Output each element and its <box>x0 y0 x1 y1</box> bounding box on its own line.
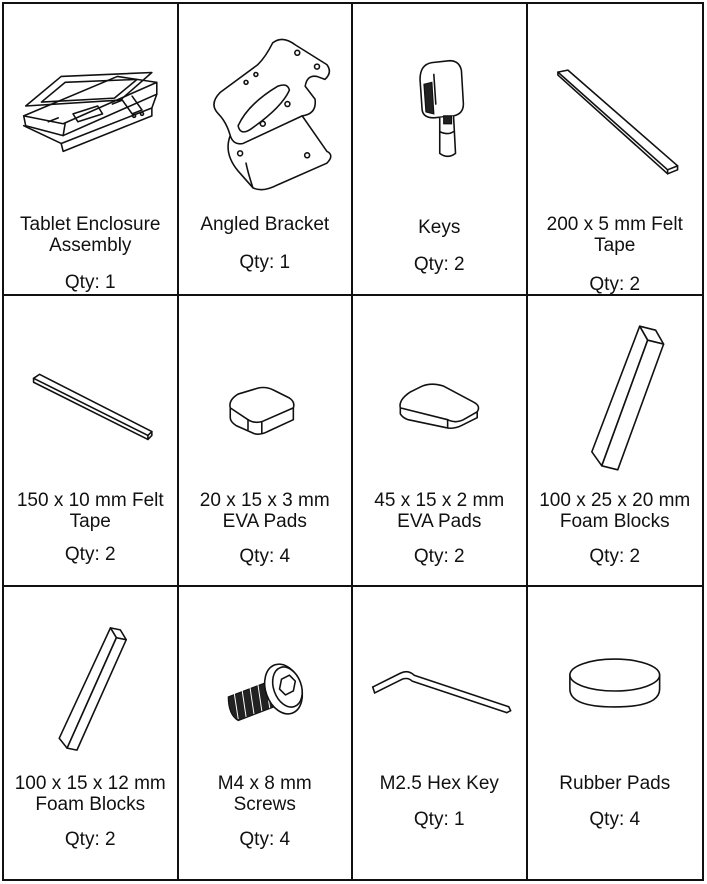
part-cell <box>4 587 179 879</box>
eva-pad-large-icon <box>353 296 526 501</box>
part-name: 100 x 25 x 20 mm <box>539 489 691 511</box>
part-name-line2: Foam Blocks <box>559 510 670 532</box>
part-name: Keys <box>418 217 461 238</box>
angled-bracket-icon <box>179 4 352 209</box>
part-cell <box>4 4 179 296</box>
parts-grid <box>2 2 704 881</box>
rubber-pad-icon <box>528 587 703 795</box>
part-name: 200 x 5 mm Felt <box>546 214 683 235</box>
part-cell <box>353 4 528 296</box>
felt-tape-long-icon <box>528 4 703 209</box>
tablet-enclosure-icon <box>4 4 177 209</box>
part-cell <box>353 587 528 879</box>
screw-icon <box>179 587 352 795</box>
part-label <box>183 214 348 235</box>
part-name: 150 x 10 mm Felt <box>16 489 164 511</box>
part-name-line2: EVA Pads <box>397 510 482 532</box>
part-label <box>183 773 348 815</box>
part-name: 45 x 15 x 2 mm <box>374 489 505 511</box>
part-cell <box>353 296 528 588</box>
part-name: 100 x 15 x 12 mm <box>14 773 166 795</box>
part-name: M2.5 Hex Key <box>379 773 499 795</box>
part-cell <box>528 296 703 588</box>
part-quantity: Qty: 1 <box>64 272 116 293</box>
part-quantity: Qty: 1 <box>413 809 465 831</box>
felt-tape-short-icon <box>4 296 177 501</box>
part-name: M4 x 8 mm <box>217 773 312 795</box>
part-name-line2: Foam Blocks <box>35 794 146 816</box>
part-quantity: Qty: 4 <box>239 829 291 851</box>
part-quantity: Qty: 1 <box>239 252 291 273</box>
part-label <box>183 490 348 532</box>
part-label <box>8 773 173 815</box>
part-cell <box>179 587 354 879</box>
part-quantity: Qty: 4 <box>239 545 291 567</box>
key-icon <box>353 4 526 209</box>
part-quantity: Qty: 2 <box>413 254 465 275</box>
part-name: Angled Bracket <box>200 214 330 235</box>
foam-block-small-icon <box>4 587 177 795</box>
part-label <box>532 214 699 256</box>
part-cell <box>4 296 179 588</box>
part-quantity: Qty: 2 <box>413 545 465 567</box>
part-name: 20 x 15 x 3 mm <box>199 489 330 511</box>
foam-block-large-icon <box>528 296 703 501</box>
part-name-line2: Tape <box>69 510 111 532</box>
part-name-line2: Screws <box>233 794 296 816</box>
part-label <box>357 490 522 532</box>
part-name: Rubber Pads <box>559 773 671 795</box>
part-name: Tablet Enclosure <box>20 214 161 235</box>
part-cell <box>179 296 354 588</box>
eva-pad-small-icon <box>179 296 352 501</box>
part-label <box>357 773 522 794</box>
part-quantity: Qty: 2 <box>589 274 641 295</box>
part-label <box>8 490 173 532</box>
part-label <box>357 217 522 238</box>
part-name-line2: Tape <box>594 235 636 256</box>
hex-key-icon <box>353 587 526 795</box>
part-cell <box>179 4 354 296</box>
part-cell <box>528 4 703 296</box>
part-label <box>532 490 699 532</box>
part-name-line2: EVA Pads <box>222 510 307 532</box>
part-quantity: Qty: 2 <box>589 545 641 567</box>
part-label <box>8 214 173 256</box>
part-label <box>532 773 699 794</box>
part-quantity: Qty: 4 <box>589 809 641 831</box>
part-cell <box>528 587 703 879</box>
part-name-line2: Assembly <box>49 235 132 256</box>
part-quantity: Qty: 2 <box>64 543 116 565</box>
part-quantity: Qty: 2 <box>64 829 116 851</box>
